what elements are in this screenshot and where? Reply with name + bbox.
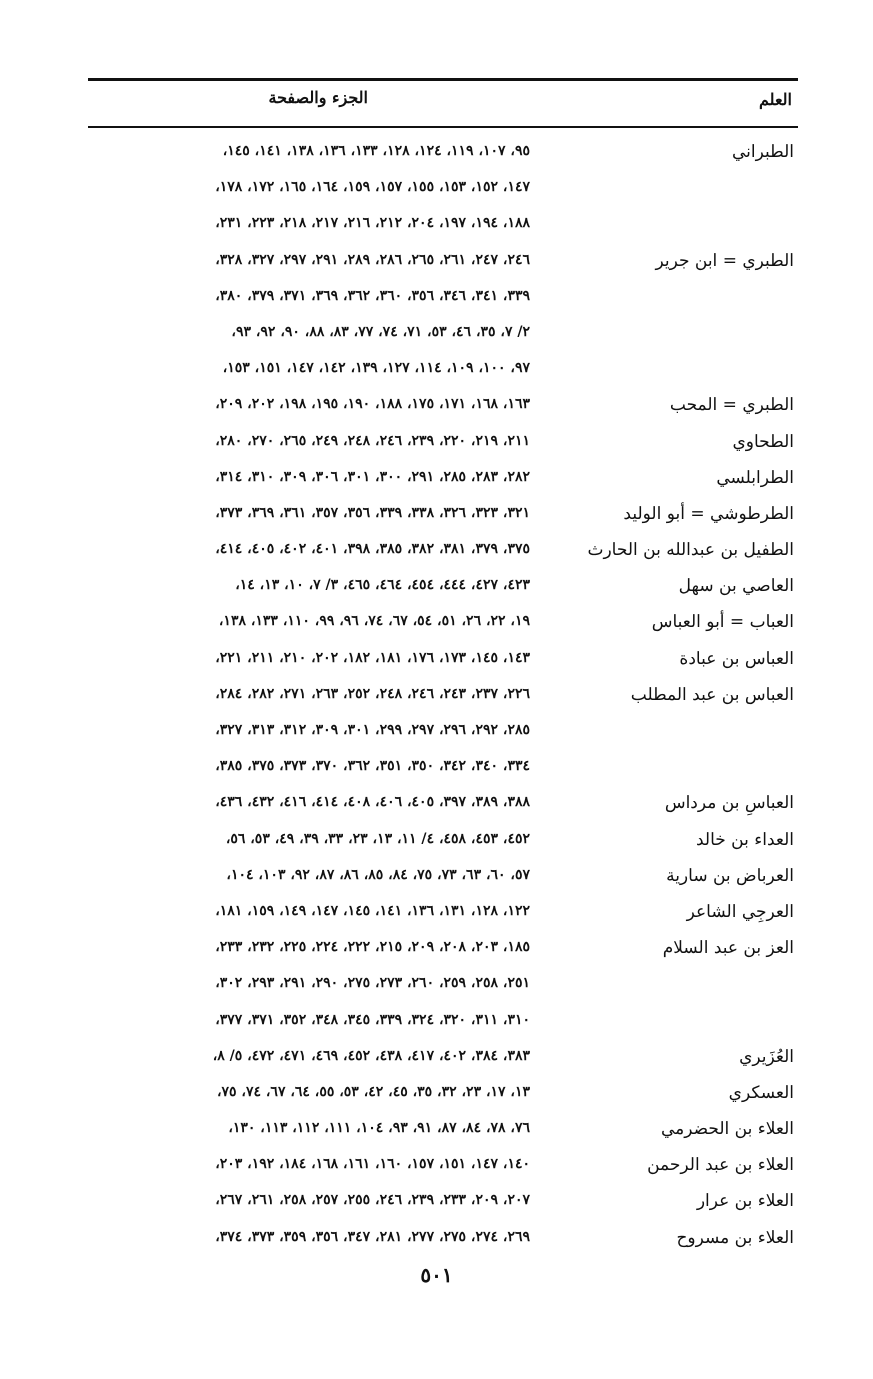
entry-references: ٩٧، ١٠٠، ١٠٩، ١١٤، ١٢٧، ١٣٩، ١٤٢، ١٤٧، ١٥١، ١٥٣، — [222, 360, 530, 377]
entry-name: العباس بن عبد المطلب — [630, 684, 794, 705]
index-row — [88, 606, 798, 642]
entry-name: العز بن عبد السلام — [662, 938, 794, 959]
entry-name: العلاء بن مسروح — [676, 1227, 794, 1248]
index-row — [88, 824, 798, 860]
index-row — [88, 1222, 798, 1258]
entry-references: ٢٨٥، ٢٩٢، ٢٩٦، ٢٩٧، ٢٩٩، ٣٠١، ٣٠٩، ٣١٢، ٣١٣، ٣٢٧، — [215, 722, 530, 738]
index-row — [88, 353, 798, 389]
index-row — [88, 1077, 798, 1113]
header-reference-column: الجزء والصفحة — [268, 88, 368, 107]
entry-references: ١٤٧، ١٥٢، ١٥٣، ١٥٥، ١٥٧، ١٥٩، ١٦٤، ١٦٥، ١٧٢، ١٧٨، — [215, 179, 530, 196]
entry-name: الطبراني — [732, 142, 794, 162]
entry-references: ١٣، ١٧، ٢٣، ٣٢، ٣٥، ٤٥، ٤٢، ٥٣، ٥٥، ٦٤، ٦٧، ٧٤، ٧٥، — [216, 1083, 530, 1100]
index-row — [88, 1185, 798, 1221]
index-row — [88, 136, 798, 172]
index-row — [88, 1113, 798, 1149]
entry-name: الطرابلسي — [716, 467, 794, 488]
entry-name: العباسِ بن مرداس — [664, 793, 794, 814]
entry-references: ٣٢١، ٣٢٣، ٣٢٦، ٣٣٨، ٣٣٩، ٣٥٦، ٣٥٧، ٣٦١، ٣٦٩، ٣٧٣، — [215, 504, 530, 521]
entry-name: العسكري — [728, 1082, 794, 1103]
entry-references: ٣٧٥، ٣٧٩، ٣٨١، ٣٨٢، ٣٨٥، ٣٩٨، ٤٠١، ٤٠٢، ٤٠٥، ٤١٤، — [215, 541, 530, 558]
entry-references: ٣٨٣، ٣٨٤، ٤٠٢، ٤١٧، ٤٣٨، ٤٥٢، ٤٦٩، ٤٧١، ٤٧٢، ٥/ ٨، — [212, 1047, 530, 1064]
index-row — [88, 1149, 798, 1185]
header-rule — [88, 126, 798, 128]
index-row — [88, 534, 798, 570]
entry-name: العلاء بن الحضرمي — [661, 1119, 794, 1140]
entry-references: ٧٦، ٧٨، ٨٤، ٨٧، ٩١، ٩٣، ١٠٤، ١١١، ١١٢، ١١٣، ١٣٠، — [228, 1120, 530, 1137]
entry-name: العلاء بن عبد الرحمن — [647, 1155, 794, 1176]
entry-name: العُزَيري — [739, 1046, 794, 1067]
index-row — [88, 751, 798, 787]
index-row — [88, 426, 798, 462]
index-row — [88, 1041, 798, 1077]
index-row — [88, 389, 798, 425]
index-row — [88, 787, 798, 823]
entry-name: العداء بن خالد — [695, 829, 794, 850]
entry-references: ٣٣٤، ٣٤٠، ٣٤٢، ٣٥٠، ٣٥١، ٣٦٢، ٣٧٠، ٣٧٣، ٣٧٥، ٣٨٥، — [215, 758, 530, 775]
entry-name: العباس بن عبادة — [679, 648, 794, 669]
entry-references: ١٤٠، ١٤٧، ١٥١، ١٥٧، ١٦٠، ١٦١، ١٦٨، ١٨٤، ١٩٢، ٢٠٣، — [215, 1156, 530, 1173]
entry-references: ٤٥٢، ٤٥٣، ٤٥٨، ٤/ ١١، ١٣، ٢٣، ٣٣، ٣٩، ٤٩، ٥٣، ٥٦، — [225, 830, 530, 847]
index-row — [88, 860, 798, 896]
entry-name: العباب = أبو العباس — [651, 612, 794, 633]
index-row — [88, 896, 798, 932]
entry-name: الطبري = المحب — [669, 395, 794, 416]
entry-references: ٤٢٣، ٤٢٧، ٤٤٤، ٤٥٤، ٤٦٤، ٤٦٥، ٣/ ٧، ١٠، ١٣، ١٤، — [235, 577, 530, 594]
index-row — [88, 932, 798, 968]
top-rule — [88, 78, 798, 81]
entry-references: ٢٠٧، ٢٠٩، ٢٣٣، ٢٣٩، ٢٤٦، ٢٥٥، ٢٥٧، ٢٥٨، ٢٦١، ٢٦٧، — [215, 1192, 530, 1209]
page-number: ٥٠١ — [420, 1263, 453, 1287]
entry-name: العاصي بن سهل — [678, 576, 794, 597]
header-name-column: العلم — [759, 90, 792, 109]
entry-references: ٢٥١، ٢٥٨، ٢٥٩، ٢٦٠، ٢٧٣، ٢٧٥، ٢٩٠، ٢٩١، ٢٩٣، ٣٠٢، — [215, 975, 530, 992]
entry-name: الطفيل بن عبدالله بن الحارث — [587, 540, 794, 561]
entry-name: العرباض بن سارية — [666, 865, 794, 886]
entry-references: ٣٣٩، ٣٤١، ٣٤٦، ٣٥٦، ٣٦٠، ٣٦٢، ٣٦٩، ٣٧١، ٣٧٩، ٣٨٠، — [215, 287, 530, 304]
entry-name: العلاء بن عرار — [696, 1191, 794, 1212]
entry-references: ٣٨٨، ٣٨٩، ٣٩٧، ٤٠٥، ٤٠٦، ٤٠٨، ٤١٤، ٤١٦، ٤٣٢، ٤٣٦، — [215, 794, 530, 811]
entry-name: الطحاوي — [732, 431, 794, 452]
entry-references: ١٨٥، ٢٠٣، ٢٠٨، ٢٠٩، ٢١٥، ٢٢٢، ٢٢٤، ٢٢٥، ٢٣٢، ٢٣٣، — [215, 939, 530, 956]
index-row — [88, 715, 798, 751]
entry-references: ٢٦٩، ٢٧٤، ٢٧٥، ٢٧٧، ٢٨١، ٣٤٧، ٣٥٦، ٣٥٩، ٣٧٣، ٣٧٤، — [215, 1228, 530, 1245]
entry-references: ٢٨٢، ٢٨٣، ٢٨٥، ٢٩١، ٣٠٠، ٣٠١، ٣٠٦، ٣٠٩، ٣١٠، ٣١٤، — [215, 468, 530, 485]
index-row — [88, 679, 798, 715]
index-row — [88, 498, 798, 534]
index-row — [88, 968, 798, 1004]
index-row — [88, 462, 798, 498]
entry-references: ٥٧، ٦٠، ٦٣، ٧٣، ٧٥، ٨٤، ٨٥، ٨٦، ٨٧، ٩٢، ١٠٣، ١٠٤، — [226, 866, 530, 883]
entry-references: ٢/ ٧، ٣٥، ٤٦، ٥٣، ٧١، ٧٤، ٧٧، ٨٣، ٨٨، ٩٠، ٩٢، ٩٣، — [231, 323, 530, 340]
entry-references: ١٤٣، ١٤٥، ١٧٣، ١٧٦، ١٨١، ١٨٢، ٢٠٢، ٢١٠، ٢١١، ٢٢١، — [215, 649, 530, 666]
index-row — [88, 317, 798, 353]
entry-references: ١٩، ٢٢، ٢٦، ٥١، ٥٤، ٦٧، ٧٤، ٩٦، ٩٩، ١١٠، ١٣٣، ١٣٨، — [218, 613, 530, 630]
index-row — [88, 570, 798, 606]
index-row — [88, 643, 798, 679]
entry-references: ٢٤٦، ٢٤٧، ٢٦١، ٢٦٥، ٢٨٦، ٢٨٩، ٢٩١، ٢٩٧، ٣٢٧، ٣٢٨، — [215, 251, 530, 268]
entry-references: ٢١١، ٢١٩، ٢٢٠، ٢٣٩، ٢٤٦، ٢٤٨، ٢٤٩، ٢٦٥، ٢٧٠، ٢٨٠، — [215, 432, 530, 449]
entry-references: ٢٢٦، ٢٣٧، ٢٤٣، ٢٤٦، ٢٤٨، ٢٥٢، ٢٦٣، ٢٧١، ٢٨٢، ٢٨٤، — [215, 685, 530, 702]
table-header — [88, 88, 798, 118]
entry-references: ١٦٣، ١٦٨، ١٧١، ١٧٥، ١٨٨، ١٩٠، ١٩٥، ١٩٨، ٢٠٢، ٢٠٩، — [215, 396, 530, 413]
entry-references: ١٨٨، ١٩٤، ١٩٧، ٢٠٤، ٢١٢، ٢١٦، ٢١٧، ٢١٨، ٢٢٣، ٢٣١، — [215, 215, 530, 232]
index-row — [88, 1005, 798, 1041]
entry-name: العرجِي الشاعر — [686, 901, 794, 922]
index-row — [88, 281, 798, 317]
index-table — [88, 136, 798, 1258]
index-row — [88, 245, 798, 281]
index-row — [88, 208, 798, 244]
entry-name: الطرطوشي = أبو الوليد — [623, 503, 794, 524]
entry-name: الطبري = ابن جرير — [655, 250, 794, 271]
entry-references: ٩٥، ١٠٧، ١١٩، ١٢٤، ١٢٨، ١٣٣، ١٣٦، ١٣٨، ١٤١، ١٤٥، — [222, 143, 530, 159]
entry-references: ١٢٢، ١٢٨، ١٣١، ١٣٦، ١٤١، ١٤٥، ١٤٧، ١٤٩، ١٥٩، ١٨١، — [215, 902, 530, 919]
index-row — [88, 172, 798, 208]
entry-references: ٣١٠، ٣١١، ٣٢٠، ٣٢٤، ٣٣٩، ٣٤٥، ٣٤٨، ٣٥٢، ٣٧١، ٣٧٧، — [215, 1011, 530, 1028]
